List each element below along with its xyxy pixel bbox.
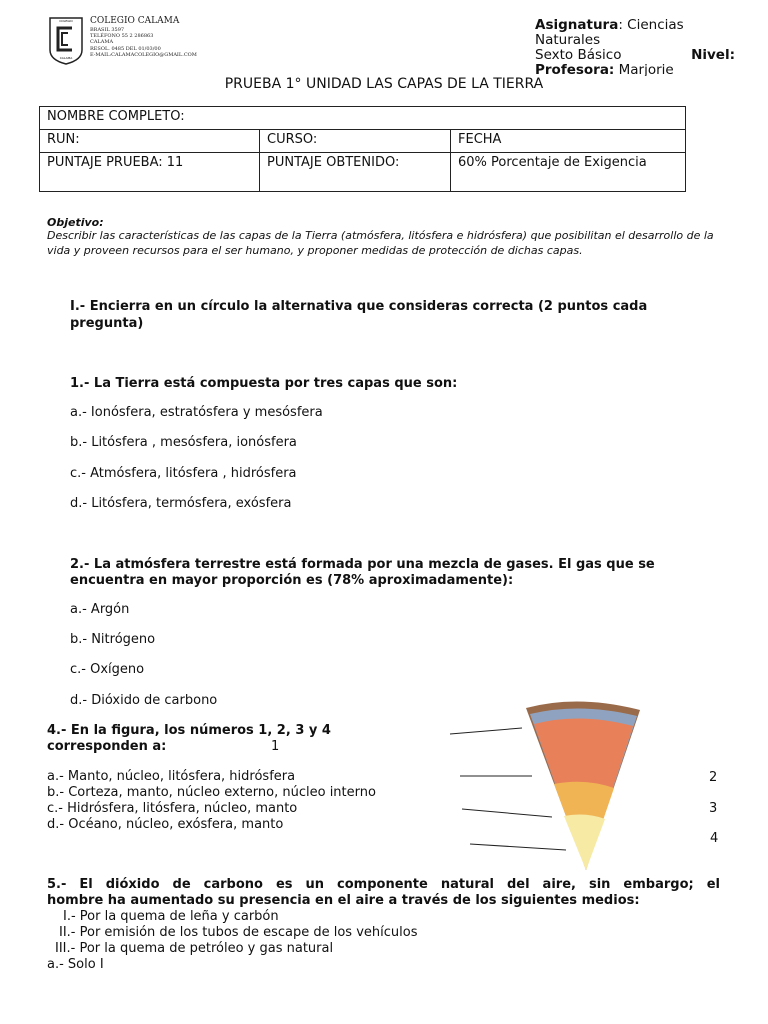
q5-item-1: I.- Por la quema de leña y carbón (63, 909, 279, 924)
figure-label-2: 2 (709, 770, 718, 785)
q2-option-c[interactable]: c.- Oxígeno (70, 662, 145, 677)
run-field[interactable]: RUN: (40, 130, 260, 153)
q5-option-a[interactable]: a.- Solo I (47, 957, 104, 972)
pointer-line-1 (450, 728, 522, 734)
test-score: PUNTAJE PRUEBA: 11 (40, 153, 260, 192)
question-4: 4.- En la figura, los números 1, 2, 3 y 4 corresponden a: (47, 723, 331, 754)
teacher-value: Marjorie (614, 62, 674, 76)
pointer-line-3 (462, 809, 552, 817)
figure-label-3: 3 (709, 801, 718, 816)
q4-option-d[interactable]: d.- Océano, núcleo, exósfera, manto (47, 817, 284, 832)
exigency-percentage: 60% Porcentaje de Exigencia (451, 153, 686, 192)
question-2: 2.- La atmósfera terrestre está formada por una mezcla de gases. El gas que se encuentra en mayor proporción es (78% aproximadamente): (70, 557, 655, 588)
student-info-table (39, 106, 686, 192)
subject-block (535, 18, 735, 76)
earth-layers-figure (440, 698, 650, 873)
figure-label-4: 4 (710, 831, 719, 846)
q5-item-2: II.- Por emisión de los tubos de escape de los vehículos (59, 925, 418, 940)
pointer-line-4 (470, 844, 566, 850)
q1-option-a[interactable]: a.- Ionósfera, estratósfera y mesósfera (70, 405, 323, 420)
subject-label: Asignatura (535, 18, 619, 33)
q2-option-d[interactable]: d.- Dióxido de carbono (70, 693, 218, 708)
svg-text:CALAMA: CALAMA (59, 56, 73, 60)
teacher-label: Profesora: (535, 62, 615, 76)
name-field[interactable]: NOMBRE COMPLETO: (40, 107, 686, 130)
q4-option-a[interactable]: a.- Manto, núcleo, litósfera, hidrósfera (47, 769, 296, 784)
q1-option-d[interactable]: d.- Litósfera, termósfera, exósfera (70, 496, 292, 511)
question-5-line-2: hombre ha aumentado su presencia en el aire a través de los siguientes medios: (47, 893, 640, 908)
q2-option-b[interactable]: b.- Nitrógeno (70, 632, 156, 647)
objective-text: Describir las características de las capas de la Tierra (atmósfera, litósfera e hidrósfera) que posibilitan el desarrollo de la vida y proveen recursos para el ser humano, y proponer medidas de protección de dichas capas. (47, 229, 714, 257)
school-address: BRASIL 3597 (90, 27, 125, 33)
subject-value: : Ciencias Naturales (535, 18, 684, 48)
school-logo (48, 16, 84, 66)
school-city: CALAMA (90, 39, 114, 46)
q4-option-b[interactable]: b.- Corteza, manto, núcleo externo, núcleo interno (47, 785, 376, 800)
school-resol: RESOL. 0485 DEL 01/03/00 (90, 45, 161, 52)
svg-text:COLEGIO: COLEGIO (59, 19, 73, 23)
school-phone: TELÉFONO 55 2 286863 (90, 33, 154, 40)
level-value: Sexto Básico (535, 47, 622, 63)
page-title: PRUEBA 1° UNIDAD LAS CAPAS DE LA TIERRA (224, 76, 544, 92)
q1-option-b[interactable]: b.- Litósfera , mesósfera, ionósfera (70, 435, 297, 450)
date-field[interactable]: FECHA (451, 130, 686, 153)
q2-option-a[interactable]: a.- Argón (70, 602, 130, 617)
q4-option-c[interactable]: c.- Hidrósfera, litósfera, núcleo, manto (47, 801, 298, 816)
q5-item-3: III.- Por la quema de petróleo y gas natural (55, 941, 334, 956)
school-info (90, 16, 197, 58)
question-5-line-1: 5.- El dióxido de carbono es un componente natural del aire, sin embargo; el (47, 877, 720, 892)
section-instructions: I.- Encierra en un círculo la alternativa que consideras correcta (2 puntos cada pregunta) (70, 299, 648, 331)
question-1: 1.- La Tierra está compuesta por tres capas que son: (70, 376, 458, 391)
earth-wedge (526, 701, 640, 870)
figure-label-1: 1 (271, 739, 280, 754)
course-field[interactable]: CURSO: (260, 130, 451, 153)
obtained-score-field[interactable]: PUNTAJE OBTENIDO: (260, 153, 451, 192)
level-label: Nivel: (691, 47, 735, 63)
q1-option-c[interactable]: c.- Atmósfera, litósfera , hidrósfera (70, 466, 297, 481)
objective-heading: Objetivo: (47, 216, 104, 229)
school-email: E-MAIL:CALAMACOLEGIO@GMAIL.COM (90, 51, 197, 58)
inner-core-layer (564, 815, 605, 870)
school-name: COLEGIO CALAMA (90, 16, 180, 26)
